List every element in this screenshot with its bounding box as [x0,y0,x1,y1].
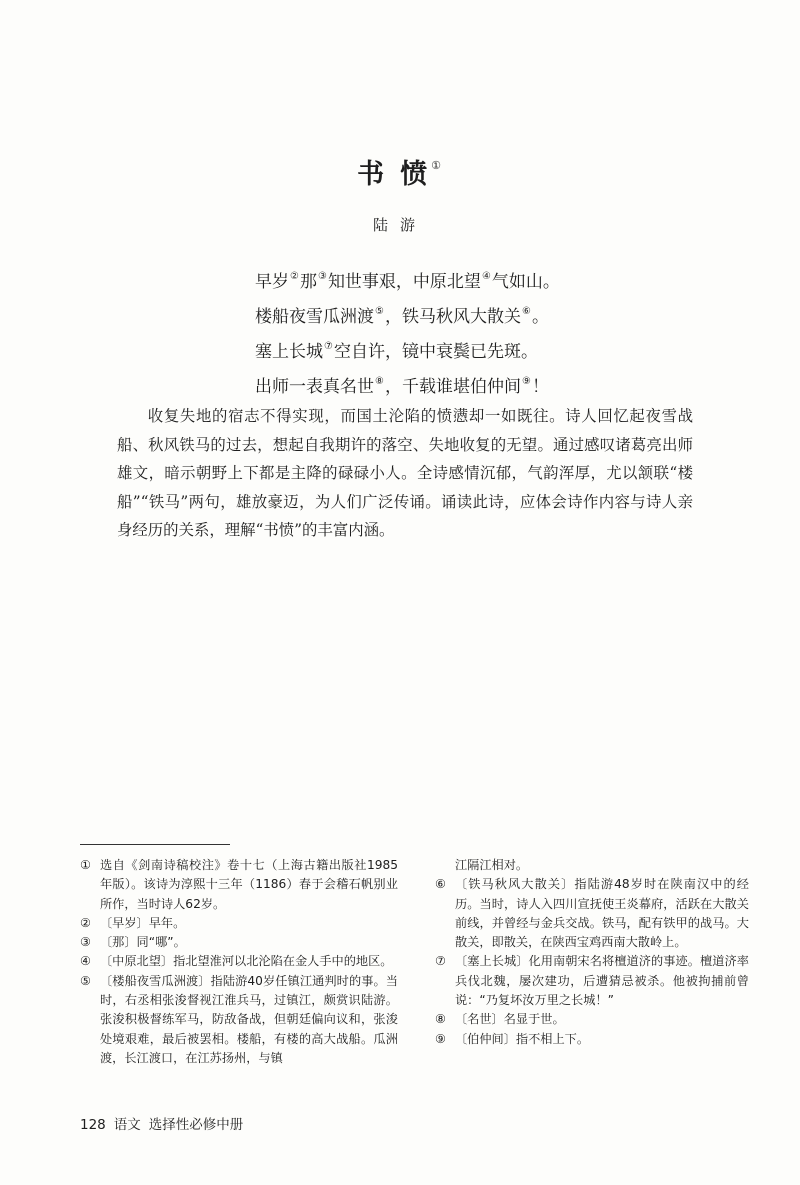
page-footer [80,1113,251,1133]
poem-text: 楼船夜雪瓜洲渡 [255,307,374,327]
footnote-text: 〔那〕同“哪”。 [100,935,186,950]
footnote-divider [80,844,230,845]
footnote-text: 〔伯仲间〕指不相上下。 [455,1031,590,1046]
poem [255,262,560,402]
footnote [435,952,749,1010]
poem-line-1 [255,262,560,297]
book-title: 选择性必修中册 [148,1117,244,1133]
footnote-number: ② [80,915,91,930]
poem-text: 知世事艰，中原北望 [327,272,481,292]
summary-paragraph: 收复失地的宿志不得实现，而国土沦陷的愤懑却一如既往。诗人回忆起夜雪战船、秋风铁马的过去，想起自我期许的落空、失地收复的无望。通过感叹诸葛亮出师雄文，暗示朝野上下都是主降的碌碌小人。全诗感情沉郁，气韵浑厚，尤以颔联“楼船”“铁马”两句，雄放豪迈，为人们广泛传诵。诵读此诗，应体会诗作内容与诗人亲身经历的关系，理解“书愤”的丰富内涵。 [117,407,693,539]
footnote-text: 〔楼船夜雪瓜洲渡〕指陆游40岁任镇江通判时的事。当时，右丞相张浚督视江淮兵马，过镇江，颇赏识陆游。张浚积极督练军马，防敌备战，但朝廷偏向议和，张浚处境艰难，最后被罢相。楼船，有楼的高大战船。瓜洲渡，长江渡口，在江苏扬州，与镇 [100,973,398,1065]
footnote [80,972,398,1068]
poem-line-4 [255,367,560,402]
footnote [80,914,398,933]
footnote-text: 〔早岁〕早年。 [100,915,186,930]
footnote-number: ① [80,858,91,872]
footnote [80,856,398,914]
note-ref: ⑥ [521,306,531,317]
title-char-1: 书 [357,159,387,190]
footnotes-left [80,856,398,1068]
poem-text: 塞上长城 [255,342,323,362]
footnote-text: 〔中原北望〕指北望淮河以北沦陷在金人手中的地区。 [100,954,393,969]
note-ref: ⑦ [324,341,333,352]
footnote-text: 选自《剑南诗稿校注》卷十七（上海古籍出版社1985年版）。该诗为淳熙十三年（1186）春于会稽石帆别业所作，当时诗人62岁。 [100,858,398,911]
title-char-2: 愤 [400,159,430,190]
subject-label: 语文 [113,1117,141,1133]
poem-text: 空自许，镜中衰鬓已先斑。 [333,342,538,362]
note-ref: ② [290,271,299,282]
poem-text: 那 [299,272,317,292]
footnote-continuation: 江隔江相对。 [455,858,529,872]
footnote-number: ⑨ [435,1031,446,1046]
footnote-number: ⑦ [435,954,446,969]
poem-text: 气如山。 [491,272,560,292]
page-title [0,152,800,191]
note-ref: ⑤ [375,306,384,317]
footnote-number: ③ [80,935,91,950]
page-number: 128 [80,1117,106,1133]
note-ref: ④ [481,271,491,282]
footnote-text: 〔铁马秋风大散关〕指陆游48岁时在陕南汉中的经历。当时，诗人入四川宣抚使王炎幕府，活跃在大散关前线，并曾经与金兵交战。铁马，配有铁甲的战马。大散关，即散关，在陕西宝鸡西南大散岭上。 [455,877,749,950]
footnotes-right [435,856,749,1049]
footnote-number: ⑥ [435,877,446,892]
poem-text: ！ [531,377,549,397]
footnote-number: ④ [80,954,91,969]
poem-line-3 [255,332,560,367]
footnote [80,952,398,971]
footnote-text: 〔塞上长城〕化用南朝宋名将檀道济的事迹。檀道济率兵伐北魏，屡次建功，后遭猜忌被杀。他被拘捕前曾说：“乃复坏汝万里之长城！” [455,954,749,1008]
poem-text: 出师一表真名世 [255,377,374,397]
poem-text: ，铁马秋风大散关 [384,307,521,327]
footnote [435,875,749,952]
footnote [80,933,398,952]
footnote [435,1030,749,1049]
footnote-text: 〔名世〕名显于世。 [455,1012,565,1027]
note-ref: ⑧ [375,376,384,387]
title-note-ref: ① [431,159,443,172]
poem-text: ，千载谁堪伯仲间 [384,377,521,397]
note-ref: ⑨ [521,376,531,387]
footnote [435,1010,749,1029]
footnote-number: ⑧ [435,1012,446,1027]
poem-text: 。 [531,307,549,327]
author: 陆游 [372,216,427,234]
poem-line-2 [255,297,560,332]
footnote-number: ⑤ [80,973,91,988]
note-ref: ③ [317,271,327,282]
poem-text: 早岁 [255,272,289,292]
